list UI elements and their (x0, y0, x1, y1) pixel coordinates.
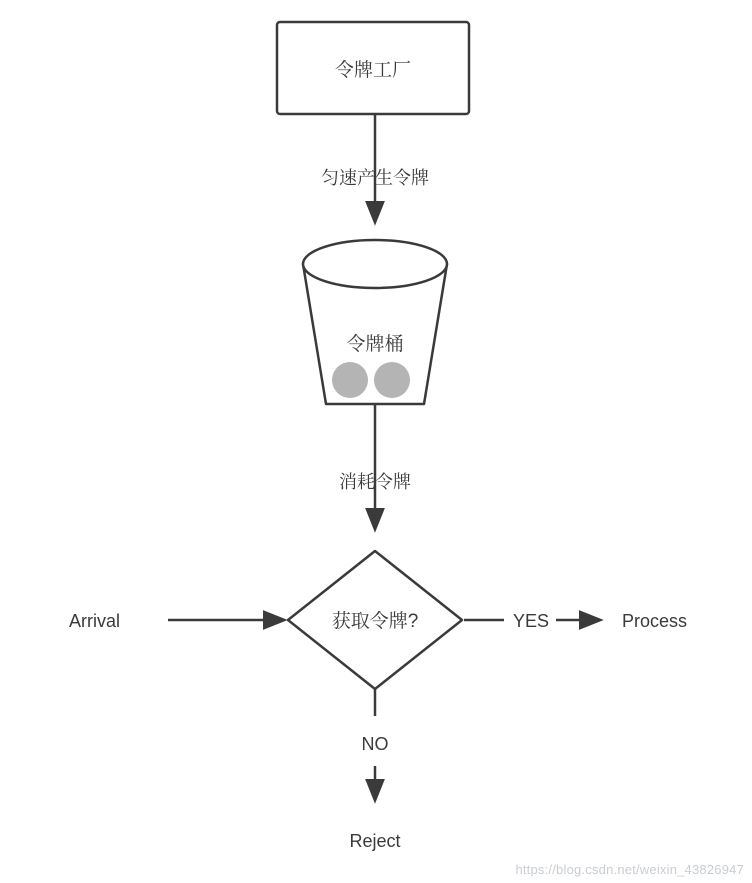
arrival-label: Arrival (69, 611, 121, 631)
edge-yes-label: YES (512, 611, 550, 631)
reject-label: Reject (349, 831, 401, 851)
node-decision (288, 551, 462, 689)
edge-decision-to-process (464, 611, 600, 631)
node-token-factory (277, 22, 469, 114)
token-bucket-label: 令牌桶 (346, 334, 404, 355)
edge-factory-to-bucket-label: 匀速产生令牌 (321, 168, 429, 188)
node-reject (349, 831, 400, 851)
token-factory-label: 令牌工厂 (334, 60, 412, 81)
token-circle (374, 362, 410, 398)
token-circle (332, 362, 368, 398)
edge-no-label: NO (361, 734, 389, 754)
decision-label: 获取令牌? (331, 611, 419, 632)
watermark-text: https://blog.csdn.net/weixin_43826947 (515, 862, 744, 877)
edge-bucket-to-decision-label: 消耗令牌 (339, 472, 411, 492)
node-process (622, 611, 687, 631)
edge-bucket-to-decision (339, 404, 411, 529)
edge-decision-to-reject (362, 689, 389, 800)
edge-factory-to-bucket (321, 114, 429, 222)
token-bucket-rim (303, 240, 447, 288)
node-token-bucket (303, 240, 447, 404)
process-label: Process (622, 611, 688, 631)
node-arrival (69, 611, 120, 631)
